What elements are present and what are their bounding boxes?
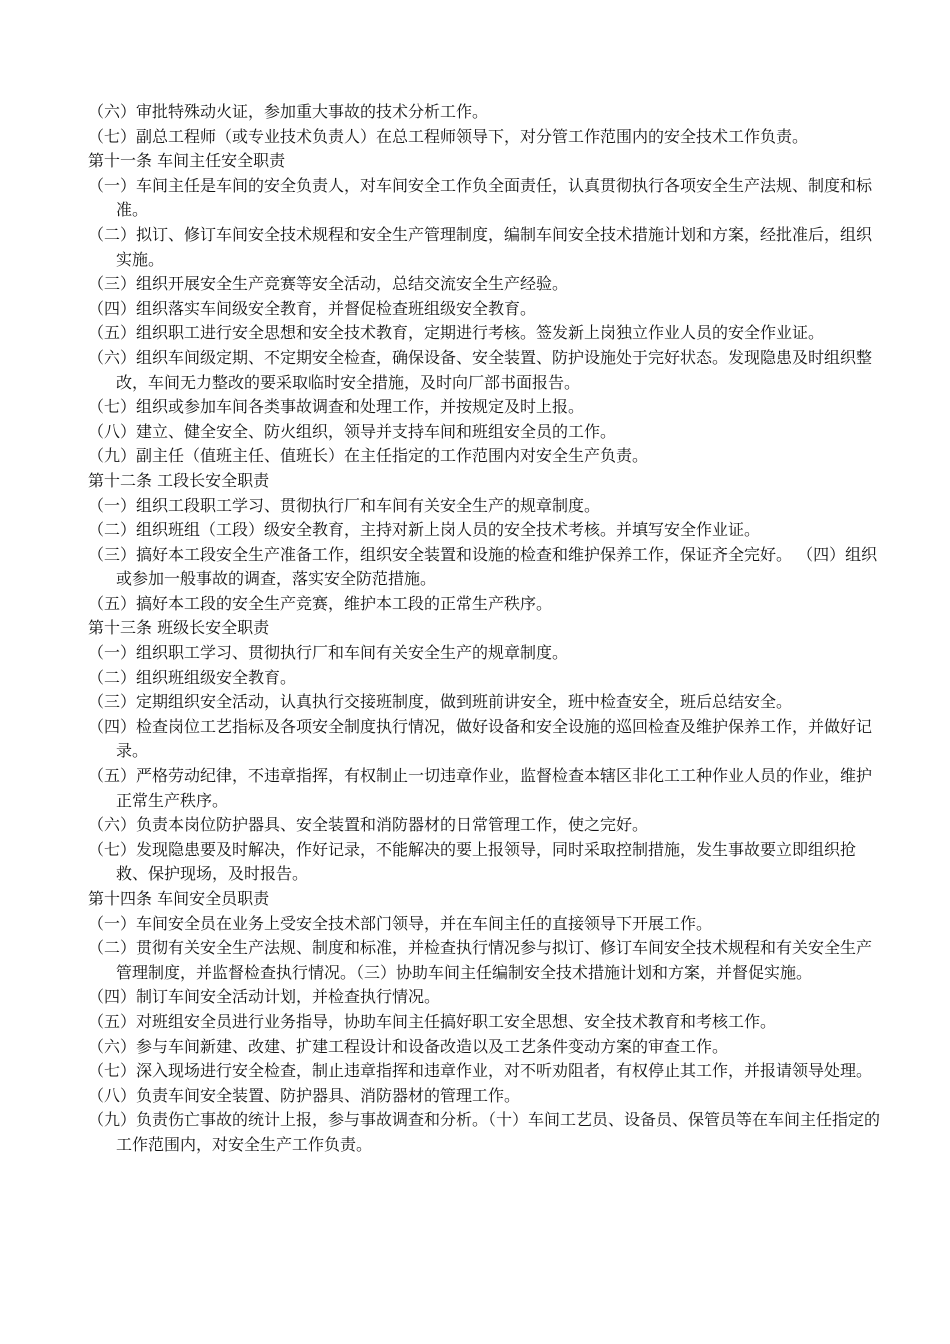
clause-item: （一）组织工段职工学习、贯彻执行厂和车间有关安全生产的规章制度。 (88, 495, 601, 515)
clause-item: （六）组织车间级定期、不定期安全检查，确保设备、安全装置、防护设施处于完好状态。发现隐患及时组织整改，车间无力整改的要采取临时安全措施，及时向厂部书面报告。 (88, 347, 873, 392)
clause-item: （四）制订车间安全活动计划，并检查执行情况。 (88, 987, 441, 1007)
clause-item: （八）负责车间安全装置、防护器具、消防器材的管理工作。 (88, 1085, 521, 1105)
clause-item: （二）拟订、修订车间安全技术规程和安全生产管理制度，编制车间安全技术措施计划和方案，经批准后，组织实施。 (88, 224, 873, 269)
article-heading: 第十二条 工段长安全职责 (88, 470, 270, 490)
clause-item: （四）检查岗位工艺指标及各项安全制度执行情况，做好设备和安全设施的巡回检查及维护保养工作，并做好记录。 (88, 716, 873, 761)
clause-item: （三）组织开展安全生产竞赛等安全活动，总结交流安全生产经验。 (88, 274, 569, 294)
article-heading: 第十四条 车间安全员职责 (88, 889, 270, 908)
article-heading: 第十一条 车间主任安全职责 (88, 151, 286, 171)
clause-item: （二）组织班组级安全教育。 (88, 667, 297, 687)
clause-item: （七）组织或参加车间各类事故调查和处理工作，并按规定及时上报。 (88, 397, 585, 417)
clause-item: （五）搞好本工段的安全生产竞赛，维护本工段的正常生产秩序。 (88, 593, 553, 613)
clause-item: （五）对班组安全员进行业务指导，协助车间主任搞好职工安全思想、安全技术教育和考核工作。 (88, 1011, 777, 1031)
clause-item: （七）发现隐患要及时解决，作好记录，不能解决的要上报领导，同时采取控制措施，发生事故要立即组织抢救、保护现场，及时报告。 (88, 839, 857, 884)
clause-item: （二）贯彻有关安全生产法规、制度和标准，并检查执行情况参与拟订、修订车间安全技术规程和有关安全生产管理制度，并监督检查执行情况。（三）协助车间主任编制安全技术措施计划和方案，并督促实施。 (88, 938, 873, 982)
document-body (88, 100, 880, 1158)
clause-item: （二）组织班组（工段）级安全教育，主持对新上岗人员的安全技术考核。并填写安全作业证。 (88, 520, 761, 540)
clause-item: （六）审批特殊动火证，参加重大事故的技术分析工作。 (88, 102, 489, 121)
clause-item: （七）深入现场进行安全检查，制止违章指挥和违章作业，对不听劝阻者，有权停止其工作，并报请领导处理。 (88, 1061, 873, 1081)
clause-item: （四）组织落实车间级安全教育，并督促检查班组级安全教育。 (88, 298, 537, 318)
article-heading: 第十三条 班级长安全职责 (88, 618, 270, 638)
clause-item: （一）车间安全员在业务上受安全技术部门领导，并在车间主任的直接领导下开展工作。 (88, 913, 713, 933)
clause-item: （九）副主任（值班主任、值班长）在主任指定的工作范围内对安全生产负责。 (88, 446, 649, 466)
clause-item: （九）负责伤亡事故的统计上报，参与事故调查和分析。（十）车间工艺员、设备员、保管员等在车间主任指定的工作范围内，对安全生产工作负责。 (88, 1110, 881, 1154)
clause-item: （六）负责本岗位防护器具、安全装置和消防器材的日常管理工作，使之完好。 (88, 815, 649, 835)
clause-item: （三）搞好本工段安全生产准备工作，组织安全装置和设施的检查和维护保养工作，保证齐全完好。 （四）组织或参加一般事故的调查，落实安全防范措施。 (88, 544, 878, 589)
clause-item: （一）组织职工学习、贯彻执行厂和车间有关安全生产的规章制度。 (88, 643, 569, 663)
clause-item: （六）参与车间新建、改建、扩建工程设计和设备改造以及工艺条件变动方案的审查工作。 (88, 1036, 729, 1056)
clause-item: （七）副总工程师（或专业技术负责人）在总工程师领导下，对分管工作范围内的安全技术工作负责。 (88, 126, 809, 146)
clause-item: （八）建立、健全安全、防火组织，领导并支持车间和班组安全员的工作。 (88, 421, 617, 441)
clause-item: （五）组织职工进行安全思想和安全技术教育，定期进行考核。签发新上岗独立作业人员的安全作业证。 (88, 323, 825, 343)
clause-item: （一）车间主任是车间的安全负责人，对车间安全工作负全面责任，认真贯彻执行各项安全生产法规、制度和标准。 (88, 175, 873, 220)
clause-item: （三）定期组织安全活动，认真执行交接班制度，做到班前讲安全，班中检查安全，班后总结安全。 (88, 692, 793, 712)
clause-item: （五）严格劳动纪律，不违章指挥，有权制止一切违章作业，监督检查本辖区非化工工种作业人员的作业，维护正常生产秩序。 (88, 766, 873, 810)
